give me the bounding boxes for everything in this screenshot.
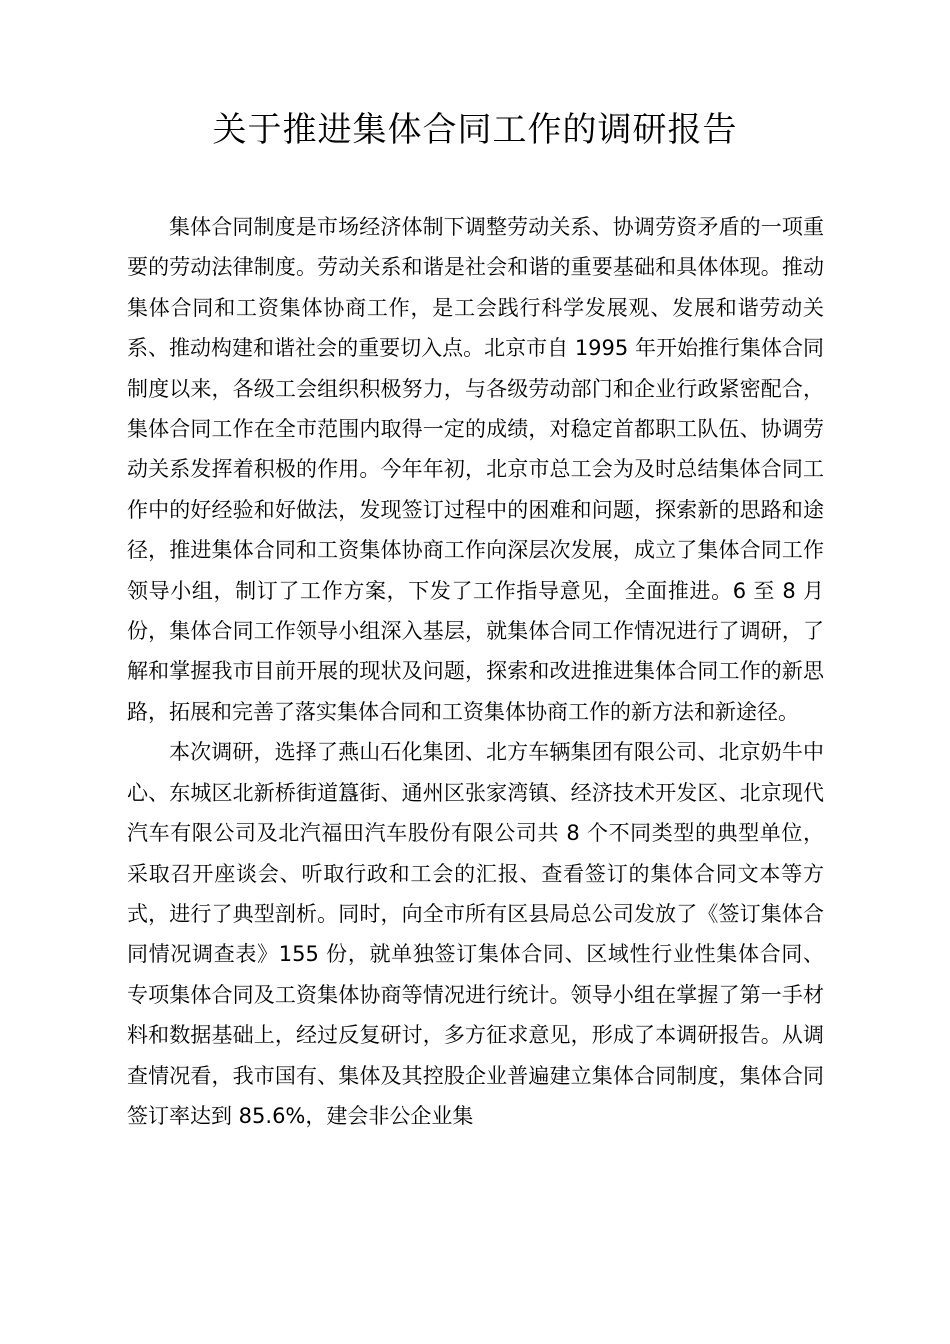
document-title: 关于推进集体合同工作的调研报告 xyxy=(212,110,738,150)
paragraph-2: 本次调研，选择了燕山石化集团、北方车辆集团有限公司、北京奶牛中心、东城区北新桥街道簋街、通州区张家湾镇、经济技术开发区、北京现代汽车有限公司及北汽福田汽车股份有限公司共 8 个不同类型的典型单位，采取召开座谈会、听取行政和工会的汇报、查看签订的集体合同文本等方式，进行了典型剖析。同时，向全市所有区县局总公司发放了《签订集体合同情况调查表》155 份，就单独签订集体合同、区域性行业性集体合同、专项集体合同及工资集体协商等情况进行统计。领导小组在掌握了第一手材料和数据基础上，经过反复研讨，多方征求意见，形成了本调研报告。从调查情况看，我市国有、集体及其控股企业普遍建立集体合同制度，集体合同签订率达到 85.6%，建会非公企业集 xyxy=(127,740,824,1128)
paragraph-1: 集体合同制度是市场经济体制下调整劳动关系、协调劳资矛盾的一项重要的劳动法律制度。劳动关系和谐是社会和谐的重要基础和具体体现。推动集体合同和工资集体协商工作，是工会践行科学发展观、发展和谐劳动关系、推动构建和谐社会的重要切入点。北京市自 1995 年开始推行集体合同制度以来，各级工会组织积极努力，与各级劳动部门和企业行政紧密配合，集体合同工作在全市范围内取得一定的成绩，对稳定首都职工队伍、协调劳动关系发挥着积极的作用。今年年初，北京市总工会为及时总结集体合同工作中的好经验和好做法，发现签订过程中的困难和问题，探索新的思路和途径，推进集体合同和工资集体协商工作向深层次发展，成立了集体合同工作领导小组，制订了工作方案，下发了工作指导意见，全面推进。6 至 8 月份，集体合同工作领导小组深入基层，就集体合同工作情况进行了调研，了解和掌握我市目前开展的现状及问题，探索和改进推进集体合同工作的新思路，拓展和完善了落实集体合同和工资集体协商工作的新方法和新途径。 xyxy=(127,215,824,724)
document-body xyxy=(127,207,824,1136)
